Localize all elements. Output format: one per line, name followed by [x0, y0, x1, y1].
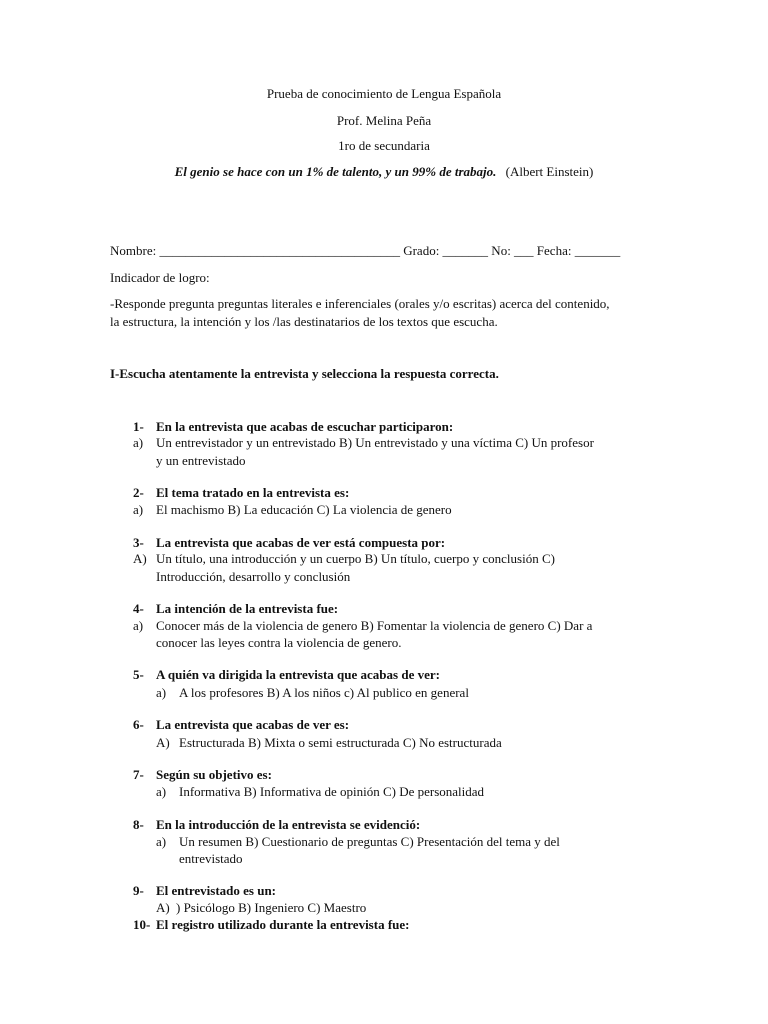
teacher-name: Prof. Melina Peña — [336, 113, 432, 128]
exam-title: Prueba de conocimiento de Lengua Española — [266, 86, 502, 101]
question-number: 3- — [133, 535, 144, 550]
question-text: El registro utilizado durante la entrevista fue: — [156, 917, 410, 932]
quote-line — [0, 164, 768, 180]
option-letter: a) — [133, 435, 144, 450]
student-info-line: Nombre: _____________________________________ Grado: _______ No: ___ Fecha: _______ — [110, 243, 621, 258]
option-line: Informativa B) Informativa de opinión C) De personalidad — [179, 784, 485, 799]
question-number: 8- — [133, 817, 144, 832]
option-line: Un entrevistador y un entrevistado B) Un entrevistado y una víctima C) Un profesor — [156, 435, 594, 450]
indicator-line-1: -Responde pregunta preguntas literales e inferenciales (orales y/o escritas) acerca del contenido, — [110, 296, 610, 311]
question-text: La entrevista que acabas de ver está compuesta por: — [156, 535, 446, 550]
question-text: En la introducción de la entrevista se evidenció: — [156, 817, 421, 832]
option-letter: a) — [133, 618, 144, 633]
option-line: Un título, una introducción y un cuerpo B) Un título, cuerpo y conclusión C) — [156, 551, 555, 566]
option-letter: A) — [156, 735, 170, 750]
section-title: I-Escucha atentamente la entrevista y selecciona la respuesta correcta. — [110, 366, 499, 381]
option-letter: A) — [156, 900, 170, 915]
quote-text: El genio se hace con un 1% de talento, y un 99% de trabajo. — [174, 164, 497, 179]
question-number: 10- — [133, 917, 151, 932]
option-letter: a) — [156, 685, 167, 700]
option-line: Un resumen B) Cuestionario de preguntas C) Presentación del tema y del — [179, 834, 560, 849]
question-number: 4- — [133, 601, 144, 616]
option-letter: a) — [133, 502, 144, 517]
question-number: 5- — [133, 667, 144, 682]
question-text: En la entrevista que acabas de escuchar participaron: — [156, 419, 454, 434]
option-letter: a) — [156, 784, 167, 799]
option-line: A los profesores B) A los niños c) Al publico en general — [179, 685, 469, 700]
question-number: 2- — [133, 485, 144, 500]
option-line: entrevistado — [179, 851, 243, 866]
indicator-line-2: la estructura, la intención y los /las destinatarios de los textos que escucha. — [110, 314, 498, 329]
question-text: El entrevistado es un: — [156, 883, 277, 898]
indicator-label: Indicador de logro: — [110, 270, 210, 285]
option-line: ) Psicólogo B) Ingeniero C) Maestro — [176, 900, 367, 915]
question-number: 7- — [133, 767, 144, 782]
question-number: 9- — [133, 883, 144, 898]
option-letter: A) — [133, 551, 147, 566]
option-line: y un entrevistado — [156, 453, 246, 468]
option-line: conocer las leyes contra la violencia de genero. — [156, 635, 402, 650]
question-text: A quién va dirigida la entrevista que acabas de ver: — [156, 667, 440, 682]
question-number: 6- — [133, 717, 144, 732]
option-letter: a) — [156, 834, 167, 849]
option-line: Conocer más de la violencia de genero B) Fomentar la violencia de genero C) Dar a — [156, 618, 593, 633]
question-text: La intención de la entrevista fue: — [156, 601, 339, 616]
question-text: Según su objetivo es: — [156, 767, 272, 782]
option-line: Estructurada B) Mixta o semi estructurada C) No estructurada — [179, 735, 502, 750]
grade-level: 1ro de secundaria — [338, 138, 430, 153]
option-line: Introducción, desarrollo y conclusión — [156, 569, 351, 584]
option-line: El machismo B) La educación C) La violencia de genero — [156, 502, 452, 517]
question-text: El tema tratado en la entrevista es: — [156, 485, 350, 500]
question-text: La entrevista que acabas de ver es: — [156, 717, 350, 732]
quote-author: (Albert Einstein) — [505, 164, 594, 179]
question-number: 1- — [133, 419, 144, 434]
